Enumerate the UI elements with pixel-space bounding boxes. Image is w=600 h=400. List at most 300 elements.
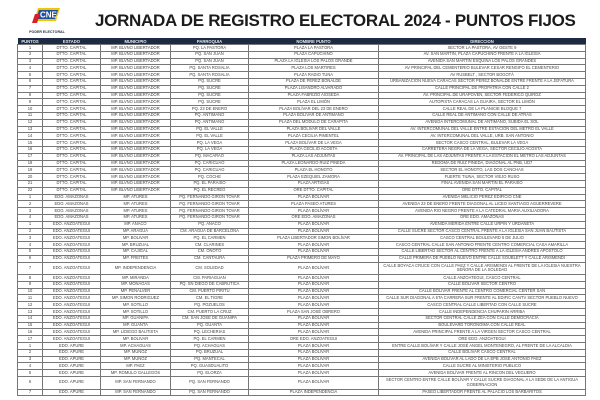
table-row (18, 295, 586, 302)
cell-estado: EDO. ANZOATEGUI (43, 322, 101, 329)
cell-puntos: 2 (18, 349, 43, 356)
cell-parroquia: PQ. SAN JUAN (171, 58, 249, 65)
cell-nombre-punto: PLAZA BOLÍVAR (249, 363, 379, 370)
col-puntos: PUNTOS (18, 38, 43, 45)
cell-parroquia: PQ. EL CARMEN (171, 235, 249, 242)
cell-direccion: ORE DTTO. CAPITAL (379, 187, 586, 194)
cell-puntos: 16 (18, 329, 43, 336)
cell-estado: EDO. ANZOATEGUI (43, 302, 101, 309)
cell-parroquia: PQ. SAN FERNANDO (171, 377, 249, 390)
cell-puntos: 10 (18, 288, 43, 295)
cell-municipio: MP. ATURES (101, 201, 171, 208)
table-row (18, 78, 586, 85)
cell-parroquia: PQ. EL PARAISO (171, 180, 249, 187)
cell-estado: EDO. APURE (43, 389, 101, 396)
cell-municipio: MP. BLVNO LIBERTADOR (101, 126, 171, 133)
cell-direccion: AVENIDA PRINCIPAL FRENTE A LA VIRGEN SECTOR CASCO CENTRAL (379, 329, 586, 336)
cell-parroquia: PQ. SUCRE (171, 99, 249, 106)
cell-nombre-punto: PLAZA BOLÍVAR (249, 370, 379, 377)
cell-estado: EDO. ANZOATEGUI (43, 309, 101, 316)
cell-nombre-punto: PLAZA BOLÍVAR (249, 329, 379, 336)
cell-parroquia: PQ. ANTIMANO (171, 112, 249, 119)
cell-direccion: CALLE REAL DE ANTIMANO CON CALLE DE ATRÁS (379, 112, 586, 119)
cell-nombre-punto: PLAZA BOLÍVAR (249, 349, 379, 356)
table-row (18, 262, 586, 275)
cell-puntos: 11 (18, 295, 43, 302)
cell-estado: EDO. APURE (43, 377, 101, 390)
cell-direccion: CARRETERA NEGRA DE LA VEGA, SECTOR CECILIO ACOSTA (379, 146, 586, 153)
cell-direccion: CALLE SUCRE AL MINISTERIO PUBLICO (379, 363, 586, 370)
cell-direccion: AVENIDA BOLÍVAR AL LADO DE LA EPB JOSÉ ANTONIO PAEZ (379, 356, 586, 363)
cell-direccion: CASCO CENTRAL BOULEVARD 5 DE JULIO (379, 235, 586, 242)
cell-parroquia: PQ. FERNANDO GIRON TOVAR (171, 201, 249, 208)
cell-parroquia: PQ. LA PASTORA (171, 45, 249, 52)
table-row (18, 187, 586, 194)
cell-nombre-punto: PLAZA CECILIA PIMENTEL (249, 133, 379, 140)
cell-puntos: 1 (18, 194, 43, 201)
cell-direccion: CALLE SUR DIAGONAL A 5TA CARRERA SUR FRENTE AL EDIFIC CANTV SECTOR PUEBLO NUEVO (379, 295, 586, 302)
cell-municipio: MP. BRUZUAL (101, 242, 171, 249)
cell-nombre-punto: PLAZA BOLÍVAR (249, 242, 379, 249)
cell-nombre-punto: PLAZA INDEPENDENCIA (249, 389, 379, 396)
cell-direccion: SECTOR CENTRO ENTRE CALLE BOLÍVAR Y CALLE SUCRE DIAGONAL A LA SEDE DE LA ANTIGUA GOBERNACION (379, 377, 586, 390)
cell-direccion: CALLE REAL DE LA PLANICIE BLOQUE 7 (379, 106, 586, 113)
table-row (18, 336, 586, 343)
cell-puntos: 14 (18, 133, 43, 140)
cell-puntos: 13 (18, 126, 43, 133)
cell-municipio: MP. PAEZ (101, 363, 171, 370)
cell-estado: EDO. ANZOATEGUI (43, 275, 101, 282)
cell-puntos: 9 (18, 99, 43, 106)
cell-parroquia: PQ. FERNANDO GIRON TOVAR (171, 214, 249, 221)
cell-puntos: 2 (18, 201, 43, 208)
cell-estado: EDO. ANZOATEGUI (43, 295, 101, 302)
cell-nombre-punto: PLAZA EL LIMÓN (249, 99, 379, 106)
cell-estado: EDO. APURE (43, 343, 101, 350)
cell-municipio: MP. BLVNO LIBERTADOR (101, 72, 171, 79)
cell-estado: DTTO. CAPITAL (43, 160, 101, 167)
cell-parroquia: PQ. CARICUAO (171, 167, 249, 174)
cell-puntos: 6 (18, 78, 43, 85)
cell-nombre-punto: ORE DTTO. CAPITAL (249, 187, 379, 194)
page-title: JORNADA DE REGISTRO ELECTORAL 2024 - PUNTOS FIJOS (95, 11, 576, 30)
cell-municipio: MP. GUANTA (101, 322, 171, 329)
table-row (18, 329, 586, 336)
table-row (18, 349, 586, 356)
cell-estado: DTTO. CAPITAL (43, 72, 101, 79)
cell-puntos: 1 (18, 343, 43, 350)
cell-puntos: 3 (18, 58, 43, 65)
cell-estado: DTTO. CAPITAL (43, 126, 101, 133)
cell-estado: DTTO. CAPITAL (43, 51, 101, 58)
cell-estado: EDO. APURE (43, 356, 101, 363)
table-row (18, 106, 586, 113)
cell-nombre-punto: PLAZA BOLÍVAR DE LA VEGA (249, 140, 379, 147)
cell-nombre-punto: PLAZA BOLÍVAR DEL 23 DE ENERO (249, 106, 379, 113)
cell-parroquia: CM. PARIAGUAN (171, 275, 249, 282)
cell-puntos: 5 (18, 248, 43, 255)
cell-puntos: 17 (18, 336, 43, 343)
cell-estado: EDO. ANZOATEGUI (43, 329, 101, 336)
cell-nombre-punto: PLAZA CECILIO ACOSTA (249, 146, 379, 153)
table-row (18, 377, 586, 390)
cell-nombre-punto: PLAZA ARTIGAS (249, 180, 379, 187)
cell-estado: DTTO. CAPITAL (43, 174, 101, 181)
table-row (18, 119, 586, 126)
table-row (18, 343, 586, 350)
cell-puntos: 7 (18, 262, 43, 275)
table-row (18, 363, 586, 370)
cell-puntos: 12 (18, 302, 43, 309)
cell-puntos: 4 (18, 65, 43, 72)
table-row (18, 140, 586, 147)
cell-estado: DTTO. CAPITAL (43, 58, 101, 65)
col-nombre-punto: NOMBRE PUNTO (249, 38, 379, 45)
cell-direccion: ENTRE CALLE BOLÍVAR Y CALLE JOSÉ ANGEL MONTENEGRO, AL FRENTE DE LA ALCALDIA (379, 343, 586, 350)
cell-nombre-punto: PLAZA EL HONOTO (249, 167, 379, 174)
cell-parroquia: PQ. MACARAO (171, 153, 249, 160)
cell-puntos: 5 (18, 370, 43, 377)
cell-nombre-punto: PLAZA BOLÍVAR (249, 262, 379, 275)
cell-estado: DTTO. CAPITAL (43, 180, 101, 187)
cell-nombre-punto: PLAZA BOLÍVAR DE ANTIMANO (249, 112, 379, 119)
cell-puntos: 3 (18, 356, 43, 363)
cell-direccion: CALLE ANZOATEGUI, CASCO CENTRAL (379, 275, 586, 282)
cell-direccion: SECTOR CENTRAL CALLE ZEA CON CALLE DEMOCRACIA (379, 315, 586, 322)
cell-municipio: MP. MUÑOZ (101, 349, 171, 356)
table-row (18, 288, 586, 295)
cell-municipio: MP. BLVNO LIBERTADOR (101, 78, 171, 85)
cell-direccion: FUERTE TIUNA, SECTOR VIEJO RUSO (379, 174, 586, 181)
cell-estado: EDO. ANZOATEGUI (43, 248, 101, 255)
cell-puntos: 10 (18, 106, 43, 113)
cell-parroquia: PQ. FERNANDO GIRON TOVAR (171, 208, 249, 215)
table-body (18, 45, 586, 396)
cell-puntos: 3 (18, 208, 43, 215)
cell-municipio: MP. BLVNO LIBERTADOR (101, 167, 171, 174)
cell-nombre-punto: PLAZA BOLÍVAR (249, 221, 379, 228)
cell-municipio: MP. L/DIEGO BAUTISTA (101, 329, 171, 336)
cell-parroquia: CM. EL TIGRE (171, 295, 249, 302)
cell-estado: EDO. ANZOATEGUI (43, 288, 101, 295)
cell-parroquia: CM. ONOTO (171, 248, 249, 255)
cell-municipio: MP. BLVNO LIBERTADOR (101, 153, 171, 160)
cell-direccion: AVENIDA RIO NEGRO FRENTE A LA CATEDRAL MARIA AUXILIADORA (379, 208, 586, 215)
cell-municipio: MP. BLVNO LIBERTADOR (101, 133, 171, 140)
cell-puntos: 8 (18, 275, 43, 282)
table-row (18, 194, 586, 201)
cell-direccion: AV. PRINCIPAL DE LAS ADJUNTAS FRENTE A LA ESTACION EL METRO LAS ADJUNTAS (379, 153, 586, 160)
cell-parroquia: PQ. ANTIMANO (171, 119, 249, 126)
cell-nombre-punto: PLAZA BOLÍVAR (249, 356, 379, 363)
cell-municipio: MP. BLVNO LIBERTADOR (101, 45, 171, 52)
cell-municipio: MP. BLVNO LIBERTADOR (101, 65, 171, 72)
cell-puntos: 3 (18, 235, 43, 242)
table-row (18, 221, 586, 228)
table-row (18, 112, 586, 119)
cell-parroquia: PQ. SAN JUAN (171, 51, 249, 58)
cell-direccion: ORE EDO. ANZOATEGUI (379, 336, 586, 343)
cell-estado: DTTO. CAPITAL (43, 65, 101, 72)
cell-estado: EDO. ANZOATEGUI (43, 336, 101, 343)
cell-municipio: MP. ANACO (101, 221, 171, 228)
cell-puntos: 4 (18, 214, 43, 221)
cell-municipio: MP. BLVNO LIBERTADOR (101, 140, 171, 147)
table-row (18, 201, 586, 208)
cell-puntos: 7 (18, 85, 43, 92)
cell-direccion: CALLE INDEPENDENCIA CHUPARIN ARRIBA (379, 309, 586, 316)
cell-nombre-punto: PLAZA BOLÍVAR (249, 228, 379, 235)
table-row (18, 126, 586, 133)
table-row (18, 174, 586, 181)
cell-estado: DTTO. CAPITAL (43, 167, 101, 174)
cell-municipio: MP. SAN FERNANDO (101, 389, 171, 396)
cell-nombre-punto: PLAZA DE PÉREZ BONALDE (249, 78, 379, 85)
cell-puntos: 19 (18, 167, 43, 174)
cell-direccion: REDOMA DE RUIZ PINEDA, DIAGONAL AL PNB, UD7 (379, 160, 586, 167)
cell-nombre-punto: PLAZA BOLÍVAR DEL VALLE (249, 126, 379, 133)
cell-estado: EDO. APURE (43, 363, 101, 370)
cne-logo-icon (32, 6, 62, 23)
cell-estado: EDO. ANZOATEGUI (43, 221, 101, 228)
cell-nombre-punto: PLAZA PRIMERO DE MAYO (249, 255, 379, 262)
cell-nombre-punto: ORE EDO. ANZOATEGUI (249, 336, 379, 343)
cell-puntos: 6 (18, 255, 43, 262)
table-row (18, 275, 586, 282)
table-row (18, 58, 586, 65)
cell-puntos: 4 (18, 363, 43, 370)
cell-parroquia: PQ. LECHERIAS (171, 329, 249, 336)
cell-municipio: MP. ATURES (101, 208, 171, 215)
cell-direccion: AV. SAN MARTIN, PLAZA CAPUCHINO FRENTE A LA IGLESIA (379, 51, 586, 58)
table-row (18, 45, 586, 52)
cell-direccion: CALLE LIBERTAD SECTOR AL CENTRO FRENTE A LA IGLESIA ANDRES APOSTOLO (379, 248, 586, 255)
table-row (18, 228, 586, 235)
cell-puntos: 9 (18, 281, 43, 288)
cell-municipio: MP. SIMON RODRIGUEZ (101, 295, 171, 302)
cell-municipio: MP. ATURES (101, 214, 171, 221)
col-parroquia: PARROQUIA (171, 38, 249, 45)
cell-estado: EDO. APURE (43, 370, 101, 377)
cell-municipio: MP. MIRANDA (101, 275, 171, 282)
cell-parroquia: PQ. EL VALLE (171, 126, 249, 133)
cell-parroquia: PQ. SUCRE (171, 92, 249, 99)
cell-municipio: MP. MUÑOZ (101, 356, 171, 363)
cell-direccion: SECTOR EL HONOTO, LAS DOS CANCHAS (379, 167, 586, 174)
cell-nombre-punto: PLAZA BOLÍVAR (249, 288, 379, 295)
cell-puntos: 1 (18, 45, 43, 52)
cell-puntos: 6 (18, 377, 43, 390)
cell-direccion: AVENIDA 23 DE ENERO FRENTE DIAGONAL AL LICEO SANTIAGO AGUERREVERE (379, 201, 586, 208)
points-table (17, 38, 586, 396)
cell-estado: EDO. ANZOATEGUI (43, 242, 101, 249)
table-row (18, 281, 586, 288)
cell-parroquia: CM. ARAGUA DE BARCELONA (171, 228, 249, 235)
cell-nombre-punto: PLAZA BOLÍVAR (249, 281, 379, 288)
col-municipio: MUNICIPIO (101, 38, 171, 45)
table-row (18, 356, 586, 363)
cell-nombre-punto: PLAZA LA IGLESIA LOS PALOS GRANDE (249, 58, 379, 65)
cell-parroquia: PQ. ACHAGUAS (171, 343, 249, 350)
cell-direccion: AVENIDA INTERCOMUNAL DE ANTIMANO, SUBIDA EL SOL (379, 119, 586, 126)
cell-direccion: BOULEVARD TORONOIMA CON CALLE REAL (379, 322, 586, 329)
cell-nombre-punto: PLAZA RADIO TUNA (249, 72, 379, 79)
cell-estado: DTTO. CAPITAL (43, 99, 101, 106)
cell-nombre-punto: PLAZA BOLÍVAR (249, 343, 379, 350)
cell-nombre-punto: PLAZA BOLÍVAR (249, 295, 379, 302)
cell-puntos: 20 (18, 174, 43, 181)
cell-estado: EDO. AMAZONAS (43, 214, 101, 221)
cell-nombre-punto: ORE EDO. AMAZONAS (249, 214, 379, 221)
cell-nombre-punto: PLAZA BOLÍVAR (249, 194, 379, 201)
cell-parroquia: PQ. SANTA ROSALIA (171, 65, 249, 72)
cell-municipio: MP. INDEPENDENCIA (101, 262, 171, 275)
table-row (18, 167, 586, 174)
cell-direccion: AV. INTERCOMUNAL DEL VALLE, URB. SAN ANTONIO (379, 133, 586, 140)
cell-direccion: CALLE PRINCIPAL DE PROPATRIA CON CALLE 2 (379, 85, 586, 92)
cell-nombre-punto: PLAZA BOLÍVAR (249, 208, 379, 215)
cell-puntos: 15 (18, 322, 43, 329)
cell-municipio: MP. ATURES (101, 194, 171, 201)
cell-direccion: AVENIDA MERIDA ENTRE CALLE URPIN Y URDANETA (379, 221, 586, 228)
table-row (18, 214, 586, 221)
cell-nombre-punto: PLAZA LAS ADJUNTAS (249, 153, 379, 160)
cell-nombre-punto: PLAZA FABRIZIO AIOSEDA (249, 92, 379, 99)
cell-direccion: FINAL AVENIDA SAN MARTIN EL PARAISO (379, 180, 586, 187)
cell-direccion: CALLE BOYACA CRUCE CON CALLE PAEZ Y CALLE ARISMENDI AL FRENTE DE LA IGLESIA NUESTRA SEÑORA DE LA SOLEDAD (379, 262, 586, 275)
cell-puntos: 2 (18, 228, 43, 235)
cell-nombre-punto: PLAZA BOLÍVAR (249, 377, 379, 390)
cell-direccion: CASCO CENTRAL CALLE SAN ANTONIO FRENTE CENTRO COMERCIAL CASA AMARILLA (379, 242, 586, 249)
table-row (18, 255, 586, 262)
cell-municipio: MP. BLVNO LIBERTADOR (101, 99, 171, 106)
cell-municipio: MP. SOTILLO (101, 302, 171, 309)
cell-parroquia: CM. PUERTO LA CRUZ (171, 309, 249, 316)
cell-municipio: MP. CAJIGAL (101, 248, 171, 255)
cell-direccion: SECTOR LA PASTORA, AV OESTE 9 (379, 45, 586, 52)
cell-estado: DTTO. CAPITAL (43, 106, 101, 113)
cell-puntos: 4 (18, 242, 43, 249)
cell-direccion: CASCO CENTRAL CALLE LIBERTAD CON CALLE SUCRE (379, 302, 586, 309)
cell-estado: EDO. AMAZONAS (43, 194, 101, 201)
cell-municipio: MP. BLVNO LIBERTADOR (101, 180, 171, 187)
cell-nombre-punto: PLAZA PASEO ATURES (249, 201, 379, 208)
svg-text:CNE: CNE (40, 10, 57, 20)
cell-municipio: MP. SOTILLO (101, 309, 171, 316)
cell-direccion: AVENIDA BOLÍVAR FRENTE AL RINCON DEL VEGUERO (379, 370, 586, 377)
cell-parroquia: PQ. SN DIEGO DE CABRUTICA (171, 281, 249, 288)
cell-municipio: MP. BLVNO LIBERTADOR (101, 112, 171, 119)
cell-nombre-punto: PLAZA BOLÍVAR (249, 302, 379, 309)
cell-estado: DTTO. CAPITAL (43, 45, 101, 52)
cell-nombre-punto: PLAZA LIBERTADOR SIMON BOLÍVAR (249, 235, 379, 242)
cell-municipio: MP. ARAGUA (101, 228, 171, 235)
cell-puntos: 2 (18, 51, 43, 58)
cell-parroquia: PQ. SUCRE (171, 85, 249, 92)
table-row (18, 180, 586, 187)
cell-nombre-punto: PLAZA BOLÍVAR (249, 322, 379, 329)
cell-puntos: 11 (18, 112, 43, 119)
cell-parroquia: PQ. EL CARMEN (171, 336, 249, 343)
cell-direccion: AV RUSBELT , SECTOR BOGOTÁ (379, 72, 586, 79)
cell-parroquia: PQ. COCHE (171, 174, 249, 181)
cell-parroquia: PQ. GUASDUALITO (171, 363, 249, 370)
cell-estado: DTTO. CAPITAL (43, 146, 101, 153)
cell-municipio: MP. FREITES (101, 255, 171, 262)
cell-municipio: MP. BLVNO LIBERTADOR (101, 174, 171, 181)
cell-nombre-punto: PLAZA DEL MODULO DE CARAPITA (249, 119, 379, 126)
cell-estado: DTTO. CAPITAL (43, 133, 101, 140)
cell-direccion: AV. PRINCIPAL DE URAPOVEN, SECTOR FEDERICO QUIROZ (379, 92, 586, 99)
cell-parroquia: PQ. MANTECAL (171, 356, 249, 363)
cell-parroquia: PQ. ANACO (171, 221, 249, 228)
cell-municipio: MP. PEÑALVER (101, 288, 171, 295)
cell-municipio: MP. ROMULO GALLEGOS (101, 370, 171, 377)
cell-estado: DTTO. CAPITAL (43, 119, 101, 126)
cell-parroquia: PQ. GUANTA (171, 322, 249, 329)
cell-direccion: CALLE BOLÍVAR FRENTE AL CENTRO COMERCIAL CENTER SAN (379, 288, 586, 295)
cell-puntos: 21 (18, 180, 43, 187)
table-row (18, 99, 586, 106)
cell-estado: EDO. AMAZONAS (43, 208, 101, 215)
cell-estado: DTTO. CAPITAL (43, 140, 101, 147)
table-row (18, 309, 586, 316)
cell-nombre-punto: PLAZA LA PASTORA (249, 45, 379, 52)
cell-puntos: 1 (18, 221, 43, 228)
cell-parroquia: PQ. SANTA ROSALIA (171, 72, 249, 79)
table-row (18, 160, 586, 167)
cell-parroquia: PQ. SUCRE (171, 78, 249, 85)
cell-municipio: MP. BLVNO LIBERTADOR (101, 160, 171, 167)
cell-parroquia: PQ. 23 DE ENERO (171, 106, 249, 113)
cell-parroquia: PQ. LA VEGA (171, 140, 249, 147)
table-row (18, 92, 586, 99)
cell-puntos: 12 (18, 119, 43, 126)
cell-parroquia: PQ. BRUZUAL (171, 349, 249, 356)
cell-direccion: AVENIDA SAN MARTIN ESQUINA LOS PALOS GRANDES (379, 58, 586, 65)
table-row (18, 242, 586, 249)
cell-nombre-punto: PLAZA LEONARDO RUIZ PINEDA (249, 160, 379, 167)
table-row (18, 322, 586, 329)
cell-puntos: 15 (18, 140, 43, 147)
cell-parroquia: CM. SAN JOSE DE GUANIPA (171, 315, 249, 322)
cell-direccion: CALLE PRIMERA DE PUEBLO NUEVO ENTRE CALLE SOUBLETT Y CALLE ARISMENDI (379, 255, 586, 262)
table-row (18, 248, 586, 255)
cell-puntos: 13 (18, 309, 43, 316)
cell-direccion: CALLE BOLIVAR SECTOR CENTRO (379, 281, 586, 288)
cell-municipio: MP. BLVNO LIBERTADOR (101, 146, 171, 153)
cell-parroquia: PQ. LA VEGA (171, 146, 249, 153)
cell-estado: EDO. AMAZONAS (43, 201, 101, 208)
cell-nombre-punto: PLAZA CAPUCHINO (249, 51, 379, 58)
cell-direccion: AUTOPISTA CARACAS LA GUAIRA, SECTOR EL LIMÓN (379, 99, 586, 106)
cell-direccion: PASEO LIBERTADOR FRENTE AL PALACIO LOS BARBARITOS (379, 389, 586, 396)
cell-parroquia: PQ. ELORZA (171, 370, 249, 377)
cne-logo (24, 6, 70, 36)
cell-direccion: AV. INTERCOMUNAL DEL VALLE ENTRE ESTACION DEL METRO EL VALLE (379, 126, 586, 133)
cell-nombre-punto: PLAZA BOLÍVAR (249, 275, 379, 282)
col-estado: ESTADO (43, 38, 101, 45)
cell-nombre-punto: PLAZA LISANDRO ALVARADO (249, 85, 379, 92)
cell-estado: DTTO. CAPITAL (43, 78, 101, 85)
cell-parroquia: CM. CLARINES (171, 242, 249, 249)
cell-municipio: MP. BLVNO LIBERTADOR (101, 51, 171, 58)
cell-parroquia: PQ. CARICUAO (171, 160, 249, 167)
cell-municipio: MP. GUANIPA (101, 315, 171, 322)
cell-municipio: MP. BLVNO LIBERTADOR (101, 187, 171, 194)
table-row (18, 65, 586, 72)
cell-puntos: 22 (18, 187, 43, 194)
